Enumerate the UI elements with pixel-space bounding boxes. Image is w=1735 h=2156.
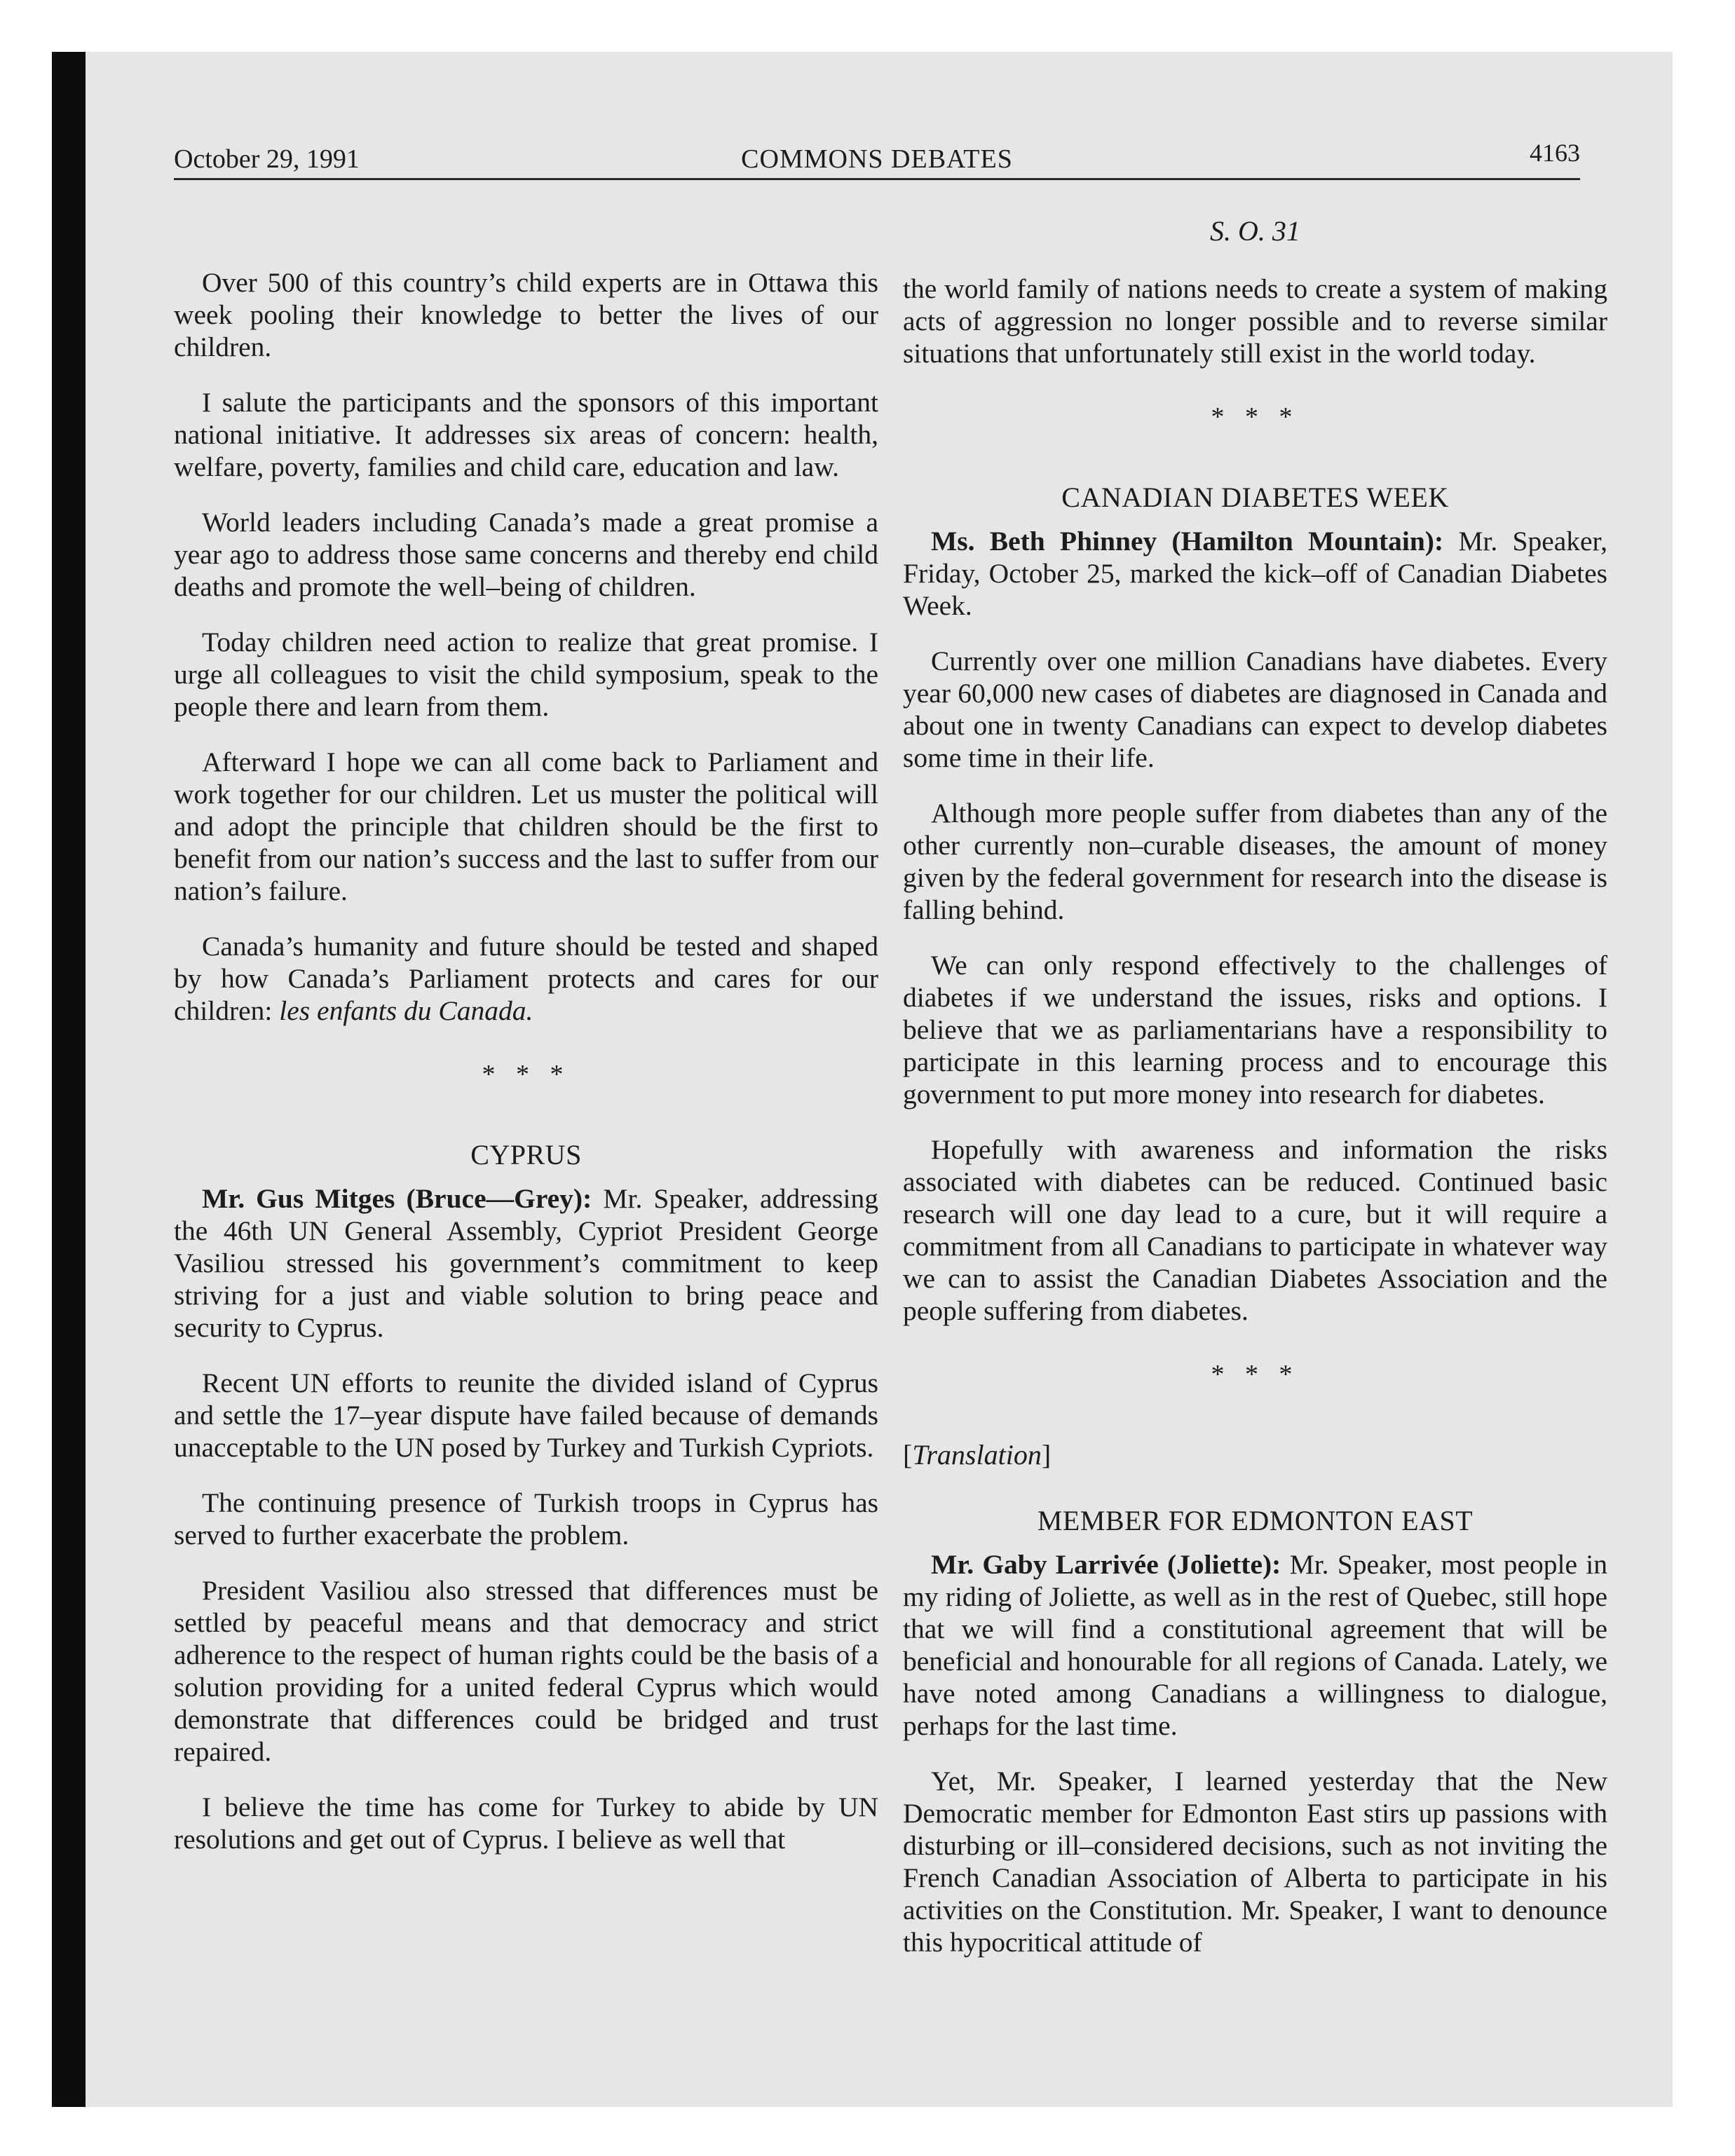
paragraph: the world family of nations needs to create a system of making acts of aggression no longer possible and to reverse similar situations that unfortunately still exist in the world today. — [903, 273, 1607, 369]
section-heading-edmonton: MEMBER FOR EDMONTON EAST — [1037, 1505, 1474, 1536]
paragraph: I believe the time has come for Turkey to abide by UN resolutions and get out of Cyprus. I believe as well that — [174, 1792, 878, 1855]
section-heading-diabetes: CANADIAN DIABETES WEEK — [1061, 482, 1449, 513]
binding-edge — [52, 52, 86, 2107]
page-number: 4163 — [1530, 139, 1580, 167]
paragraph: Recent UN efforts to reunite the divided island of Cyprus and settle the 17–year dispute have failed because of demands unacceptable to the UN posed by Turkey and Turkish Cypriots. — [174, 1367, 878, 1463]
paragraph: Today children need action to realize that great promise. I urge all colleagues to visit the child symposium, speak to the people there and learn from them. — [174, 627, 878, 722]
paragraph-text: Mr. Speaker, most people in my riding of Joliette, as well as in the rest of Quebec, still hope that we will find a constitutional agreement that will be beneficial and honourable for all regions of Canada. Lately, we have noted among Canadians a willingness to dialogue, perhaps for the last time. — [903, 1549, 1607, 1741]
section-separator: * * * — [1211, 402, 1300, 432]
paragraph: Hopefully with awareness and information the risks associated with diabetes can be reduced. Continued basic research will one day lead to a cure, but it will require a commitment from all Canadians to participate in whatever way we can to assist the Canadian Diabetes Association and the people suffering from diabetes. — [903, 1134, 1607, 1326]
speaker-name: Mr. Gus Mitges (Bruce—Grey): — [202, 1183, 592, 1214]
paragraph: World leaders including Canada’s made a great promise a year ago to address those same concerns and thereby end child deaths and promote the well–being of children. — [174, 507, 878, 602]
standing-order-label: S. O. 31 — [1210, 215, 1300, 247]
speaker-name: Ms. Beth Phinney (Hamilton Mountain): — [931, 526, 1444, 557]
bracket: [ — [903, 1439, 913, 1471]
paragraph: President Vasiliou also stressed that differences must be settled by peaceful means and that democracy and strict adherence to the respect of human rights could be the basis of a solution providing for a united federal Cyprus which would demonstrate that differences could be bridged and trust repaired. — [174, 1575, 878, 1767]
paragraph: The continuing presence of Turkish troops in Cyprus has served to further exacerbate the problem. — [174, 1487, 878, 1550]
page-header — [174, 137, 1580, 180]
paragraph: Over 500 of this country’s child experts are in Ottawa this week pooling their knowledge to better the lives of our children. — [174, 267, 878, 362]
translation-tag — [903, 1439, 1607, 1471]
paragraph — [174, 930, 878, 1027]
section-separator: * * * — [1211, 1360, 1300, 1389]
paragraph: I salute the participants and the sponsors of this important national initiative. It addresses six areas of concern: health, welfare, poverty, families and child care, education and law. — [174, 387, 878, 482]
paragraph-text: Canada’s humanity and future should be tested and shaped by how Canada’s Parliament protects and cares for our children: — [174, 931, 878, 1026]
translation-label: Translation — [912, 1439, 1042, 1471]
paragraph — [903, 1548, 1607, 1742]
paragraph-text: Mr. Speaker, addressing the 46th UN General Assembly, Cypriot President George Vasiliou stressed his government’s commitment to keep striving for a just and viable solution to bring peace and security to Cyprus. — [174, 1183, 878, 1343]
publication-title: COMMONS DEBATES — [741, 144, 1013, 174]
paragraph: Yet, Mr. Speaker, I learned yesterday that the New Democratic member for Edmonton East stirs up passions with disturbing or ill–considered decisions, such as not inviting the French Canadian Association of Alberta to participate in his activities on the Constitution. Mr. Speaker, I want to denounce this hypocritical attitude of — [903, 1766, 1607, 1958]
paragraph — [174, 1182, 878, 1344]
bracket: ] — [1041, 1439, 1052, 1471]
section-separator: * * * — [482, 1060, 571, 1089]
section-heading-cyprus: CYPRUS — [470, 1139, 582, 1171]
paragraph: We can only respond effectively to the challenges of diabetes if we understand the issues, risks and options. I believe that we as parliamentarians have a responsibility to participate in this learning process and to encourage this government to put more money into research for diabetes. — [903, 950, 1607, 1110]
speaker-name: Mr. Gaby Larrivée (Joliette): — [931, 1549, 1281, 1580]
paragraph-text: Mr. Speaker, Friday, October 25, marked the kick–off of Canadian Diabetes Week. — [903, 526, 1607, 621]
paragraph: Currently over one million Canadians have diabetes. Every year 60,000 new cases of diabetes are diagnosed in Canada and about one in twenty Canadians can expect to develop diabetes some time in their life. — [903, 646, 1607, 773]
paragraph: Although more people suffer from diabetes than any of the other currently non–curable diseases, the amount of money given by the federal government for research into the disease is falling behind. — [903, 798, 1607, 925]
header-date: October 29, 1991 — [174, 144, 360, 174]
paragraph: Afterward I hope we can all come back to Parliament and work together for our children. Let us muster the political will and adopt the principle that children should be the first to benefit from our nation’s success and the last to suffer from our nation’s failure. — [174, 746, 878, 906]
italic-phrase: les enfants du Canada. — [279, 995, 533, 1026]
left-column — [174, 266, 878, 1878]
paragraph — [903, 525, 1607, 622]
right-column — [903, 214, 1607, 1981]
